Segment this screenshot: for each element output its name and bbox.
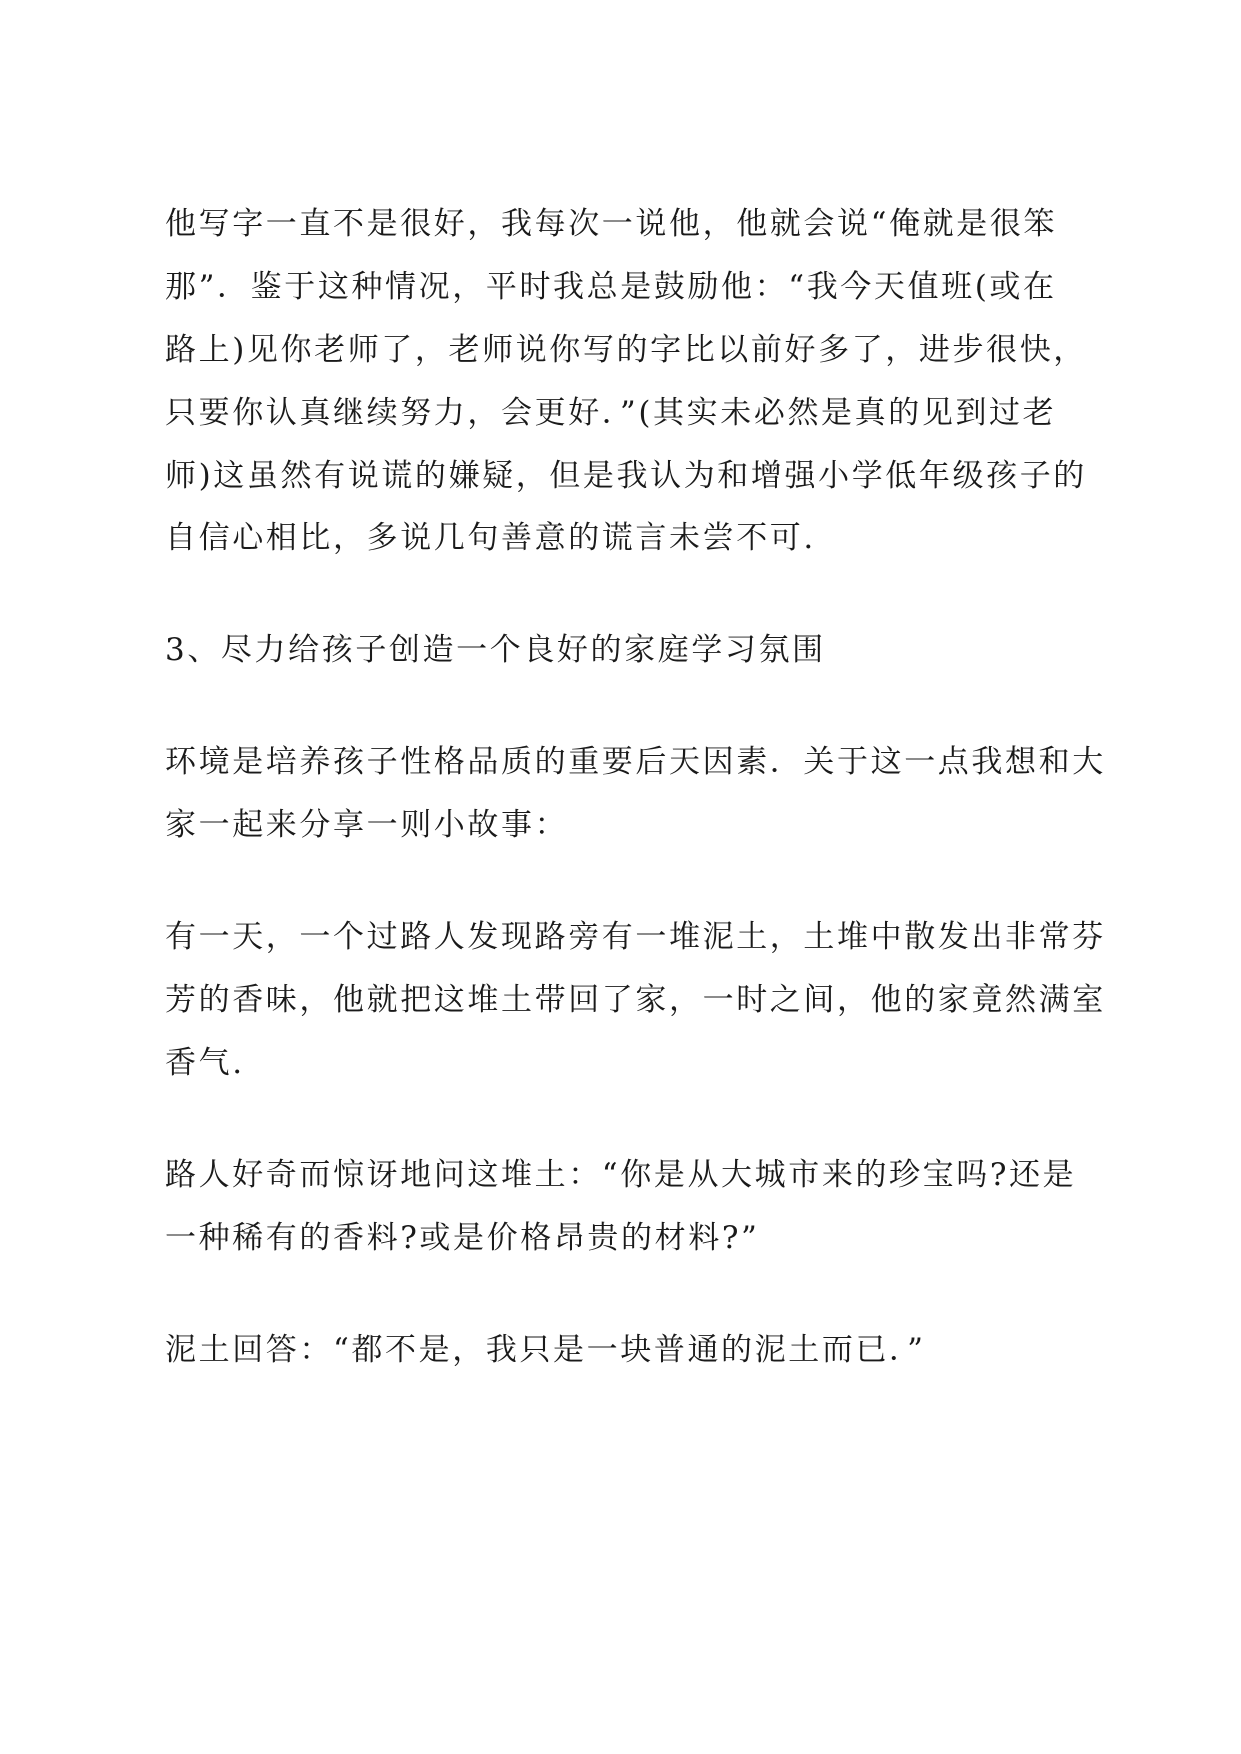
paragraph-4-line-1: 路人好奇而惊讶地问这堆土：“你是从大城市来的珍宝吗?还是 [165,1157,1077,1193]
paragraph-3-line-1: 有一天，一个过路人发现路旁有一堆泥土，土堆中散发出非常芬 [165,919,1106,955]
paragraph-3-line-2: 芳的香味，他就把这堆土带回了家，一时之间，他的家竟然满室 [165,982,1106,1018]
paragraph-1-line-3: 路上)见你老师了，老师说你写的字比以前好多了，进步很快， [165,332,1087,368]
section-heading: 3、尽力给孩子创造一个良好的家庭学习氛围 [165,632,826,668]
paragraph-1-line-5: 师)这虽然有说谎的嫌疑，但是我认为和增强小学低年级孩子的 [165,458,1087,494]
paragraph-1-line-1: 他写字一直不是很好，我每次一说他，他就会说“俺就是很笨 [165,206,1058,242]
paragraph-1-line-6: 自信心相比，多说几句善意的谎言未尝不可. [165,520,816,556]
paragraph-1-line-4: 只要你认真继续努力，会更好．”(其实未必然是真的见到过老 [165,395,1057,431]
paragraph-1-line-2: 那”．鉴于这种情况，平时我总是鼓励他：“我今天值班(或在 [165,269,1057,305]
paragraph-4-line-2: 一种稀有的香料?或是价格昂贵的材料?” [165,1220,760,1256]
paragraph-2-line-2: 家一起来分享一则小故事： [165,807,569,843]
paragraph-5-line-1: 泥土回答：“都不是，我只是一块普通的泥土而已．” [165,1332,926,1368]
paragraph-3-line-3: 香气. [165,1045,245,1081]
paragraph-2-line-1: 环境是培养孩子性格品质的重要后天因素．关于这一点我想和大 [165,744,1106,780]
